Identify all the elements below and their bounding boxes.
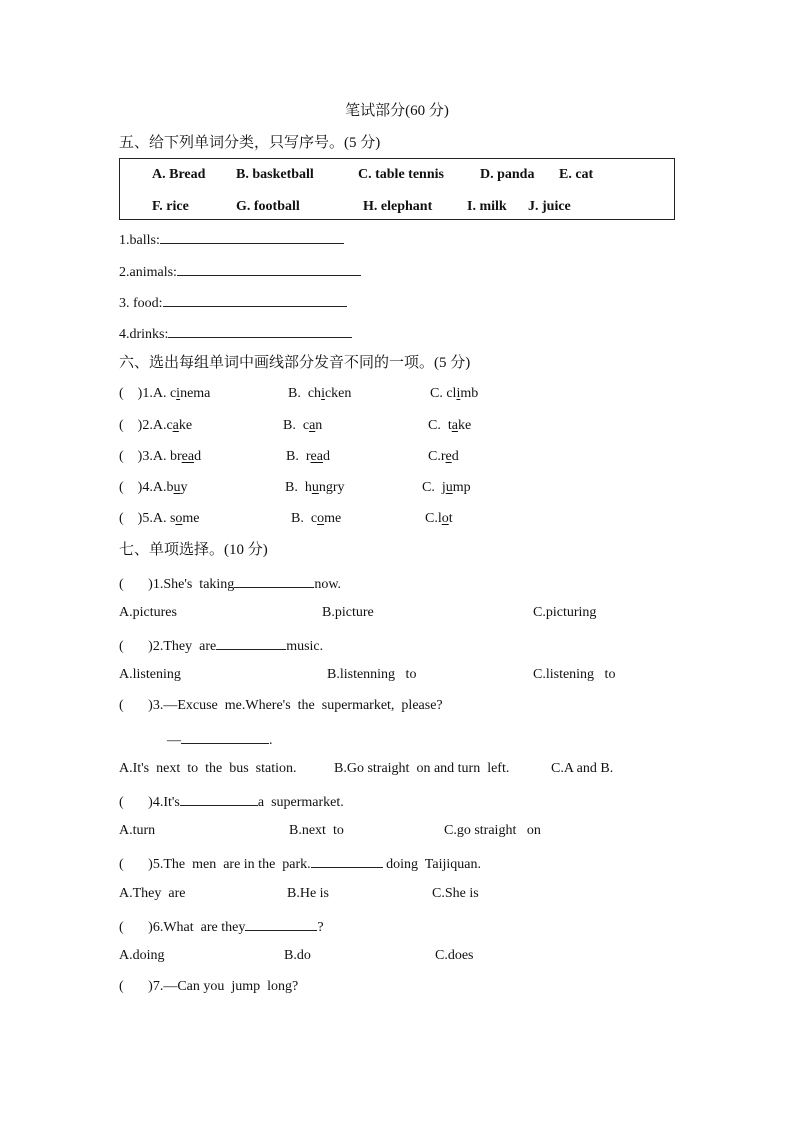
question-number: )5.A. [137,511,167,526]
category-label: 4.drinks: [119,327,169,342]
question-row: ( )7.—Can you jump long? [119,979,299,994]
question-text: music. [286,639,324,654]
option-a: some [169,511,200,526]
word-c: C. table tennis [358,167,444,182]
option-c: C. take [428,418,472,433]
option-c: C.go straight on [444,823,541,838]
option-c: C. climb [430,386,479,401]
option-b: B. chicken [288,386,352,401]
option-a: A.They are [119,886,186,901]
option-b: B. read [286,449,330,464]
word-g: G. football [236,199,300,214]
question-row: ( )3.—Excuse me.Where's the supermarket, please? [119,698,443,713]
option-a: bread [169,449,202,464]
answer-blank[interactable] [216,635,286,650]
option-c: C.lot [425,511,453,526]
question-text: ? [317,920,324,935]
word-i: I. milk [467,199,507,214]
question-row: ( )6.What are they ? [119,916,324,937]
answer-blank[interactable] [180,791,258,806]
option-b: B.He is [287,886,329,901]
question-text: )6.What are they [148,920,246,935]
option-a: A.doing [119,948,165,963]
question-text: )1.She's taking [148,577,235,592]
question-number: )1.A. [137,386,167,401]
answer-blank[interactable] [234,573,314,588]
question-number: )2.A. [137,418,167,433]
option-c: C. jump [422,480,471,495]
question-row: ( )4.It's a supermarket. [119,791,344,812]
question-text: )2.They are [148,639,217,654]
question-text: )4.It's [148,795,180,810]
category-label: 2.animals: [119,265,177,280]
option-a: cinema [169,386,211,401]
option-c: C.red [428,449,459,464]
section7-heading: 七、单项选择。(10 分) [119,542,268,558]
option-b: B.do [284,948,311,963]
word-e: E. cat [559,167,594,182]
answer-blank[interactable] [245,916,317,931]
category-drinks [119,323,352,344]
category-balls [119,229,344,250]
question-number: )3.A. [137,449,167,464]
category-label: 1.balls: [119,233,160,248]
answer-blank[interactable] [311,853,383,868]
option-a: cake [166,418,193,433]
option-b: B.picture [322,605,374,620]
question-text: now. [314,577,342,592]
question-row: ( )2.A.cake [119,418,193,433]
answer-blank[interactable] [177,261,361,276]
option-b: B.listenning to [327,667,417,682]
answer-blank[interactable] [181,729,269,744]
section6-heading: 六、选出每组单词中画线部分发音不同的一项。(5 分) [119,355,471,371]
question-row: ( )4.A.buy [119,480,188,495]
word-b: B. basketball [236,167,314,182]
option-a: buy [166,480,188,495]
option-b: B.Go straight on and turn left. [334,761,510,776]
answer-blank[interactable] [163,292,347,307]
word-a: A. Bread [152,167,206,182]
question-text: )7.—Can you jump long? [148,979,299,994]
question-text: )5.The men are in the park. [148,857,311,872]
option-b: B. can [283,418,323,433]
question-text: )3.—Excuse me.Where's the supermarket, please? [148,698,443,713]
category-label: 3. food: [119,296,163,311]
question-row: ( )3.A. bread [119,449,202,464]
answer-blank[interactable] [168,323,352,338]
question-row: ( )1.She's taking now. [119,573,341,594]
option-c: C.picturing [533,605,597,620]
option-b: B. hungry [285,480,345,495]
page-title: 笔试部分(60 分) [345,103,449,119]
answer-blank[interactable] [160,229,344,244]
answer-line [167,729,273,750]
word-h: H. elephant [363,199,433,214]
option-c: C.A and B. [551,761,614,776]
category-animals [119,261,361,282]
question-row: ( )5.The men are in the park. doing Taijiquan. [119,853,481,874]
option-a: A.turn [119,823,156,838]
question-text: doing Taijiquan. [382,857,481,872]
question-row: ( )5.A. some [119,511,200,526]
question-number: )4.A. [137,480,167,495]
option-b: B.next to [289,823,344,838]
question-text: a supermarket. [257,795,344,810]
option-c: C.does [435,948,474,963]
option-c: C.She is [432,886,479,901]
question-row: ( )2.They are music. [119,635,323,656]
word-j: J. juice [528,199,571,214]
period: . [269,733,273,748]
word-d: D. panda [480,167,535,182]
option-a: A.It's next to the bus station. [119,761,297,776]
option-a: A.pictures [119,605,177,620]
option-a: A.listening [119,667,181,682]
option-b: B. come [291,511,342,526]
category-food [119,292,347,313]
question-row: ( )1.A. cinema [119,386,211,401]
dash: — [167,733,181,748]
word-f: F. rice [152,199,189,214]
section5-heading: 五、给下列单词分类，只写序号。(5 分) [119,135,381,151]
option-c: C.listening to [533,667,616,682]
